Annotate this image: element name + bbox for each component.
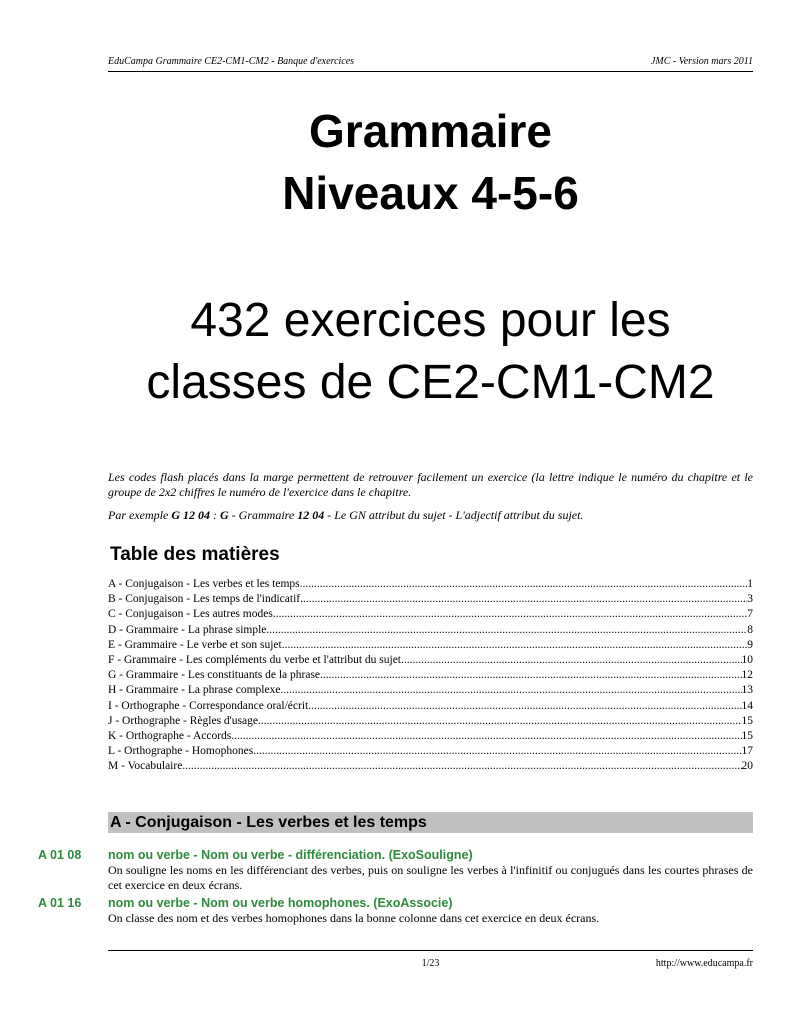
footer-url[interactable]: http://www.educampa.fr	[655, 958, 753, 969]
toc-item[interactable]: A - Conjugaison - Les verbes et les temps ..... 1	[108, 577, 753, 592]
page-header	[108, 55, 753, 72]
header-right-text: JMC - Version mars 2011	[650, 56, 753, 67]
exercise-code: A 01 16	[38, 896, 82, 910]
main-title-line-2: Niveaux 4-5-6	[282, 167, 579, 219]
toc-item[interactable]: F - Grammaire - Les compléments du verbe et l'attribut du sujet ..... 10	[108, 653, 753, 668]
toc-item[interactable]: K - Orthographe - Accords ..... 15	[108, 729, 753, 744]
page-number: 1/23	[421, 958, 440, 969]
subtitle-line-1: 432 exercices pour les	[190, 294, 671, 347]
example-letter: G	[219, 508, 229, 522]
intro-paragraph: Les codes flash placés dans la marge permettent de retrouver facilement un exercice (la lettre indique le numéro du chapitre et le groupe de 2x2 chiffres le numéro de l'exercice dans le chapitre.	[108, 470, 753, 499]
example-number: 12 04	[297, 508, 325, 522]
toc-item[interactable]: E - Grammaire - Le verbe et son sujet ..... 9	[108, 638, 753, 653]
toc-item[interactable]: J - Orthographe - Règles d'usage ..... 15	[108, 714, 753, 729]
main-title-line-1: Grammaire	[309, 105, 552, 157]
exercise-description: On souligne les noms en les différenciant des verbes, puis on souligne les verbes à l'infinitif ou conjugués dans les courtes phrases de cet exercice en deux écrans.	[108, 863, 753, 892]
toc-item[interactable]: D - Grammaire - La phrase simple ..... 8	[108, 623, 753, 638]
toc-item[interactable]: C - Conjugaison - Les autres modes ..... 7	[108, 607, 753, 622]
exercise-code: A 01 08	[38, 848, 82, 862]
page-footer	[108, 950, 753, 967]
toc-item[interactable]: L - Orthographe - Homophones ..... 17	[108, 744, 753, 759]
header-left-text: EduCampa Grammaire CE2-CM1-CM2 - Banque d'exercices	[108, 56, 355, 67]
exercise-title[interactable]: nom ou verbe - Nom ou verbe homophones. (ExoAssocie)	[108, 896, 453, 910]
toc-item[interactable]: B - Conjugaison - Les temps de l'indicatif ..... 3	[108, 592, 753, 607]
toc-item[interactable]: M - Vocabulaire ..... 20	[108, 759, 753, 774]
toc-heading: Table des matières	[110, 544, 280, 565]
intro-example: Par exemple G 12 04 : G - Grammaire 12 04 - Le GN attribut du sujet - L'adjectif attribut du sujet.	[108, 508, 584, 522]
toc-item[interactable]: H - Grammaire - La phrase complexe ..... 13	[108, 683, 753, 698]
section-heading: A - Conjugaison - Les verbes et les temps	[108, 812, 753, 833]
example-code: G 12 04	[171, 508, 210, 522]
toc-item[interactable]: G - Grammaire - Les constituants de la phrase ..... 12	[108, 668, 753, 683]
subtitle-line-2: classes de CE2-CM1-CM2	[146, 356, 715, 409]
exercise-description: On classe des nom et des verbes homophones dans la bonne colonne dans cet exercice en deux écrans.	[108, 911, 600, 925]
table-of-contents	[108, 577, 753, 774]
toc-item[interactable]: I - Orthographe - Correspondance oral/écrit ..... 14	[108, 699, 753, 714]
exercise-title[interactable]: nom ou verbe - Nom ou verbe - différenciation. (ExoSouligne)	[108, 848, 473, 862]
